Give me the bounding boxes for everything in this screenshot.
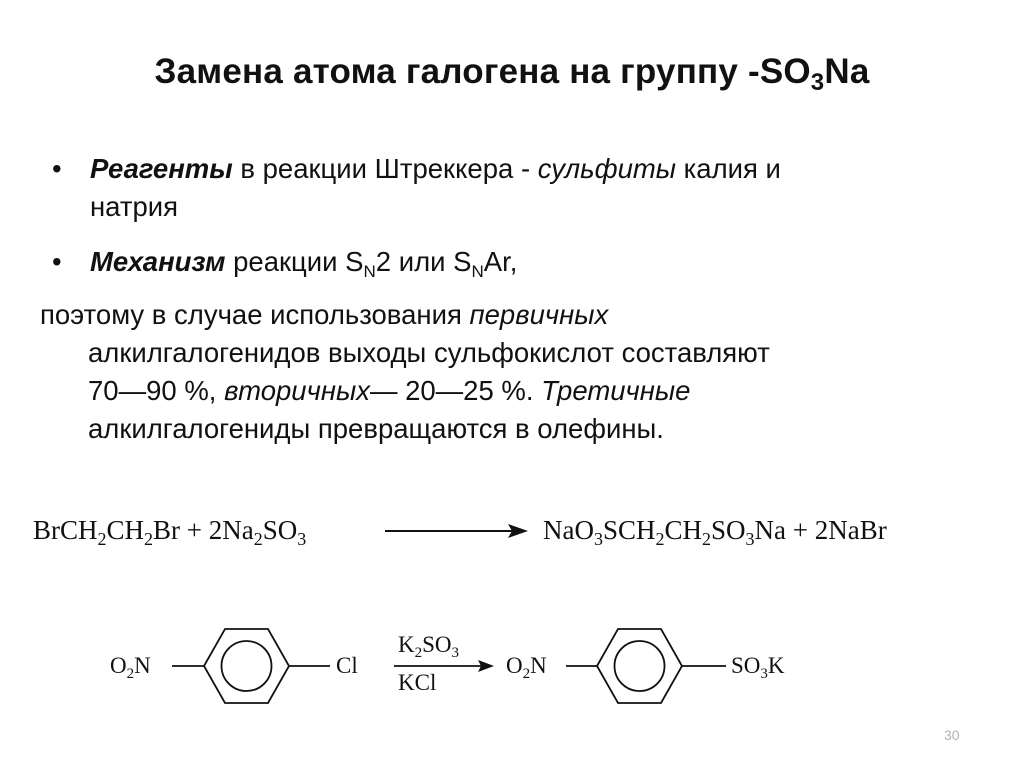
reactant-chlorine: Cl [336,653,358,678]
reaction1-arrow [385,524,528,538]
product-nitro-group: $O_2N$ [506,653,547,682]
reagent-potassium-sulfite: $K_2SO_3$ [398,632,460,661]
bullet-dot: • [52,246,62,277]
reaction1-reactants: $BrCH_2CH_2Br + 2Na_2SO_3$ [33,515,307,549]
reactant-nitro-group: $O_2N$ [110,653,151,682]
reactant-benzene-ring [172,629,330,703]
slide-title: Замена атома галогена на группу $-SO_3Na$ [154,52,870,96]
page-number: 30 [944,727,960,743]
body-paragraph: поэтому в случае использования первичных алкилгалогенидов выходы сульфокислот составляют 70—90 %, вторичных— 20—25 %. Третичные алкилгалогениды превращаются в олефины. [40,299,770,444]
bullet-mechanism: • Механизм реакции $S_N2$ или $S_NAr$, [52,243,992,283]
reaction1-products: $NaO_3SCH_2CH_2SO_3Na$ + 2NaBr [543,515,887,549]
product-benzene-ring [566,629,726,703]
product-sulfonate-group: $SO_3K$ [731,653,785,682]
bullet-reagents: • Реагенты в реакции Штреккера - сульфиты калия и натрия [52,150,992,230]
byproduct-kcl: KCl [398,670,437,695]
bullet-dot: • [52,153,62,184]
reaction2-arrow [394,660,494,672]
